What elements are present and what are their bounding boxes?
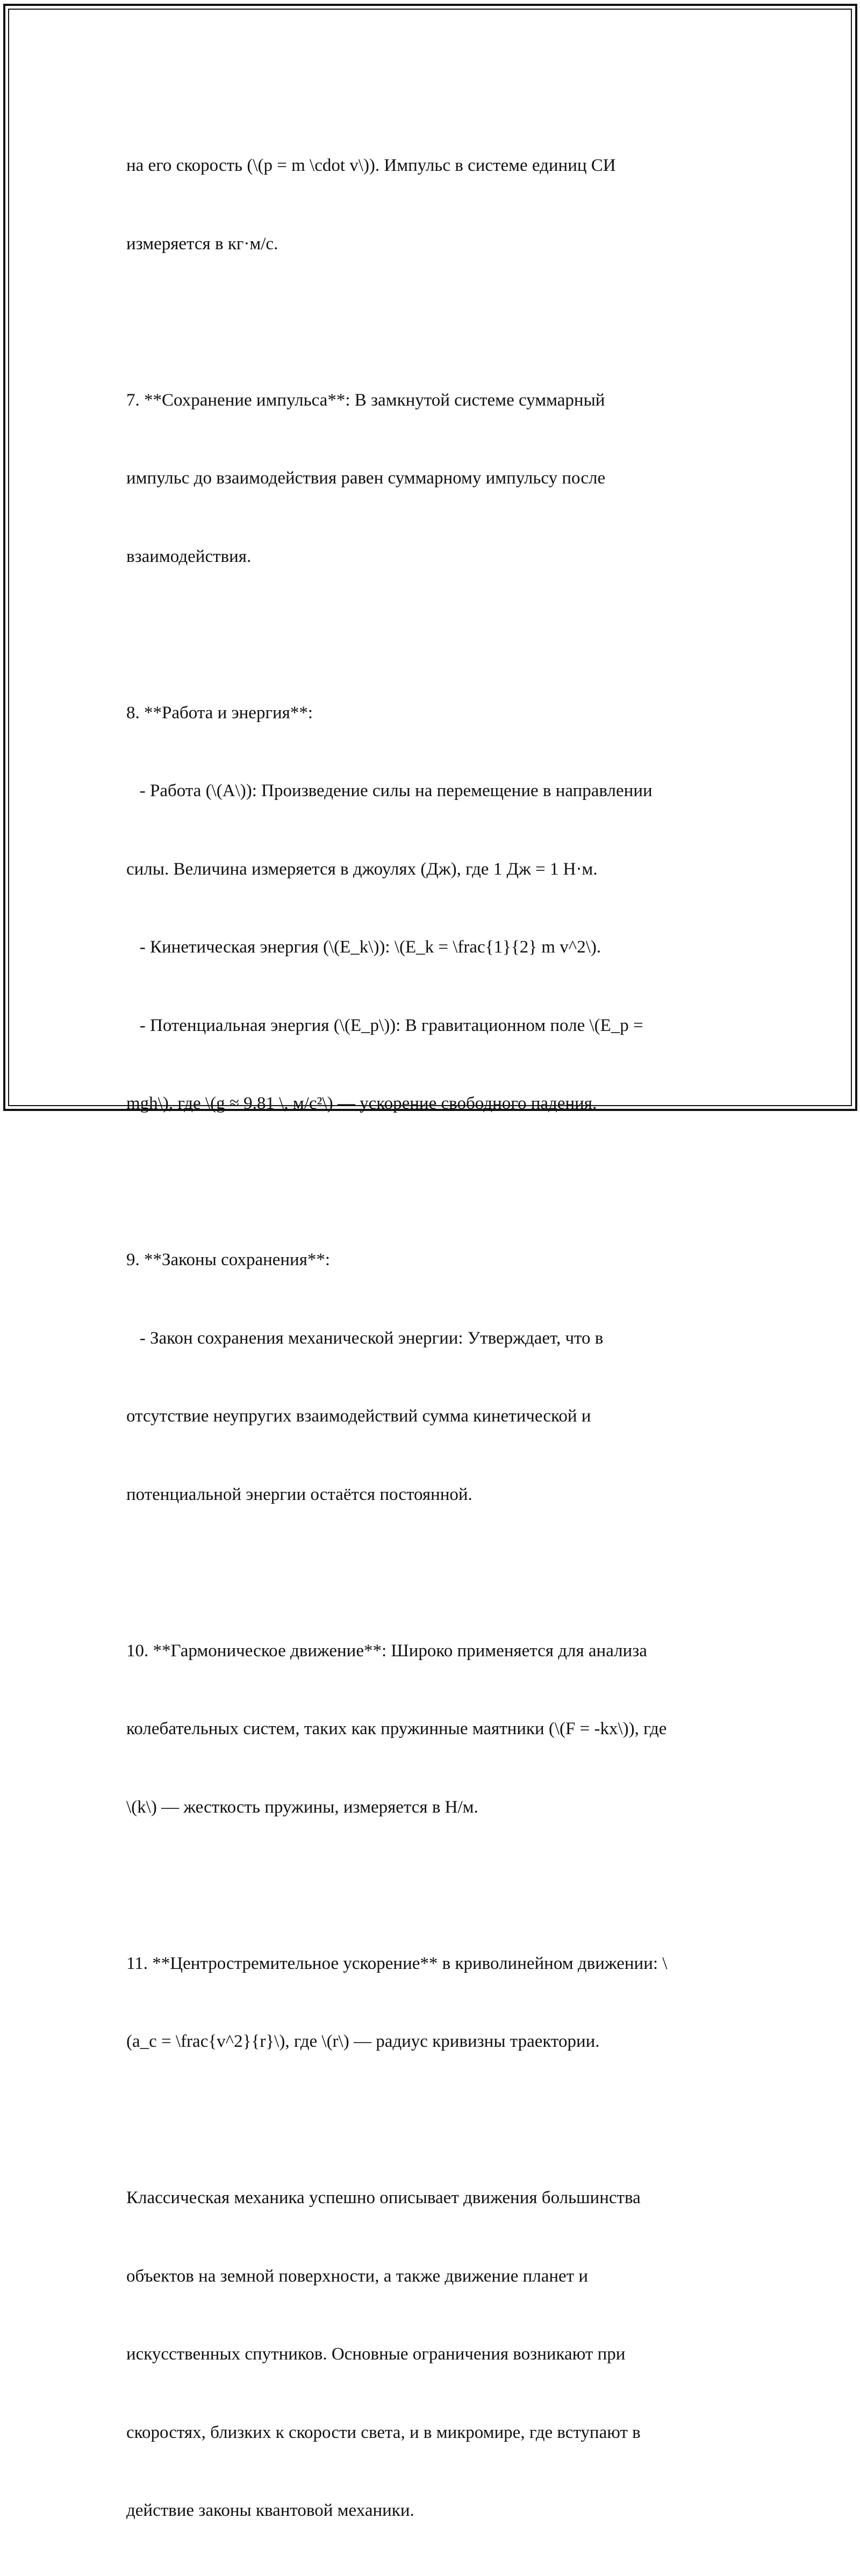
document-body bbox=[126, 100, 742, 2576]
text-line: объектов на земной поверхности, а также движение планет и bbox=[126, 2266, 589, 2286]
text-line: mgh\), где \(g ≈ 9.81 \, м/с²\) — ускорение свободного падения. bbox=[126, 1094, 597, 1113]
text-line: (a_c = \frac{v^2}{r}\), где \(r\) — радиус кривизны траектории. bbox=[126, 2032, 600, 2051]
text-line: - Потенциальная энергия (\(E_p\)): В гравитационном поле \(E_p = bbox=[126, 1015, 643, 1035]
text-line: импульс до взаимодействия равен суммарному импульсу после bbox=[126, 468, 606, 488]
paragraph-item-7 bbox=[126, 335, 742, 622]
text-line: искусственных спутников. Основные ограничения возникают при bbox=[126, 2344, 626, 2364]
text-line: 10. **Гармоническое движение**: Широко применяется для анализа bbox=[126, 1641, 647, 1661]
paragraph-item-9 bbox=[126, 1195, 742, 1560]
text-line: скоростях, близких к скорости света, и в микромире, где вступают в bbox=[126, 2422, 641, 2442]
text-line: 11. **Центростремительное ускорение** в криволинейном движении: \ bbox=[126, 1953, 668, 1973]
text-line: колебательных систем, таких как пружинные маятники (\(F = -kx\)), где bbox=[126, 1719, 667, 1738]
text-line: измеряется в кг·м/с. bbox=[126, 234, 278, 254]
paragraph-conclusion bbox=[126, 2133, 742, 2576]
text-line: Классическая механика успешно описывает движения большинства bbox=[126, 2188, 641, 2207]
paragraph-item-11 bbox=[126, 1899, 742, 2107]
text-line: взаимодействия. bbox=[126, 546, 252, 566]
text-line: - Закон сохранения механической энергии: Утверждает, что в bbox=[126, 1328, 604, 1348]
text-line: потенциальной энергии остаётся постоянной. bbox=[126, 1484, 472, 1504]
text-line: силы. Величина измеряется в джоулях (Дж), где 1 Дж = 1 Н·м. bbox=[126, 859, 598, 879]
text-line: 9. **Законы сохранения**: bbox=[126, 1250, 331, 1269]
paragraph-item-10 bbox=[126, 1586, 742, 1873]
text-line: 7. **Сохранение импульса**: В замкнутой системе суммарный bbox=[126, 390, 605, 410]
paragraph-item-8 bbox=[126, 648, 742, 1169]
text-line: на его скорость (\(p = m \cdot v\)). Импульс в системе единиц СИ bbox=[126, 156, 616, 175]
text-line: - Работа (\(A\)): Произведение силы на перемещение в направлении bbox=[126, 781, 653, 800]
text-line: 8. **Работа и энергия**: bbox=[126, 703, 313, 723]
paragraph-momentum-intro bbox=[126, 100, 742, 309]
text-line: \(k\) — жесткость пружины, измеряется в Н/м. bbox=[126, 1797, 478, 1817]
text-line: отсутствие неупругих взаимодействий сумма кинетической и bbox=[126, 1406, 591, 1426]
text-line: - Кинетическая энергия (\(E_k\)): \(E_k = \frac{1}{2} m v^2\). bbox=[126, 937, 601, 957]
text-line: действие законы квантовой механики. bbox=[126, 2501, 414, 2520]
